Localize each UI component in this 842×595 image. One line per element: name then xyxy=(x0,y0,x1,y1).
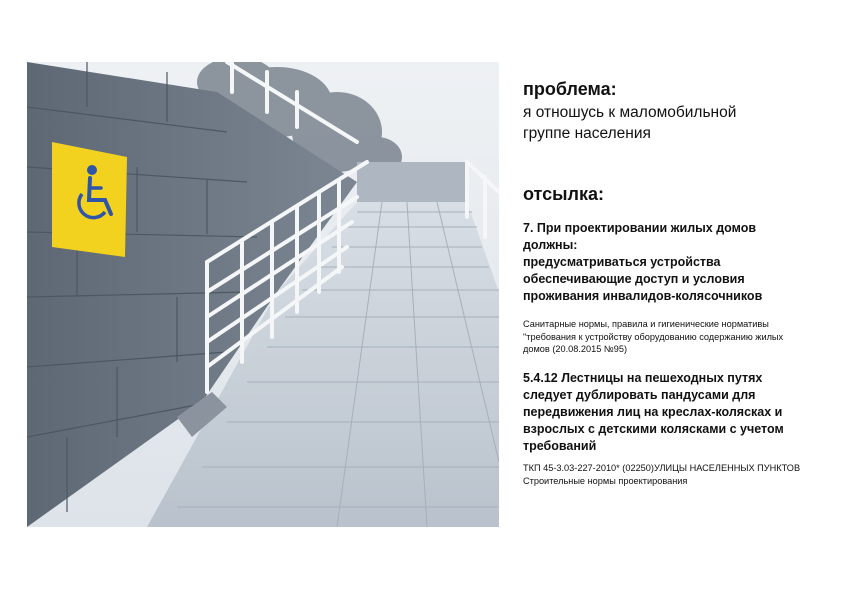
item2-line: взрослых с детскими колясками с учетом xyxy=(523,422,784,436)
item1-line: 7. При проектировании жилых домов xyxy=(523,221,757,235)
item1-line: должны: xyxy=(523,238,578,252)
item2-line: 5.4.12 Лестницы на пешеходных путях xyxy=(523,371,763,385)
item2-source-line: ТКП 45-3.03-227-2010* (02250)УЛИЦЫ НАСЕЛЕННЫХ ПУНКТОВ xyxy=(523,463,801,473)
ramp-illustration xyxy=(27,62,499,527)
problem-section xyxy=(523,78,823,144)
item1-source-line: домов (20.08.2015 №95) xyxy=(523,344,628,354)
item2-line: следует дублировать пандусами для xyxy=(523,388,756,402)
ramp-photo xyxy=(27,62,499,527)
item2-line: передвижения лиц на креслах-колясках и xyxy=(523,405,783,419)
reference-item1-source xyxy=(523,318,823,356)
item2-line: требований xyxy=(523,439,597,453)
reference-item1-text xyxy=(523,220,823,305)
problem-text-line1: я отношусь к маломобильной xyxy=(523,104,737,121)
problem-heading: проблема: xyxy=(523,79,617,99)
item1-line: обеспечивающие доступ и условия xyxy=(523,272,745,286)
problem-text-line2: группе населения xyxy=(523,125,651,142)
item1-line: предусматриваться устройства xyxy=(523,255,721,269)
item1-source-line: Санитарные нормы, правила и гигиенические нормативы xyxy=(523,319,769,329)
item1-line: проживания инвалидов-колясочников xyxy=(523,289,763,303)
item1-source-line: "требования к устройству оборудованию содержанию жилых xyxy=(523,331,784,342)
wheelchair-sign xyxy=(52,142,127,257)
distant-building xyxy=(357,162,467,202)
reference-item2-source xyxy=(523,462,823,487)
reference-heading: отсылка: xyxy=(523,184,604,204)
item2-source-line: Строительные нормы проектирования xyxy=(523,475,688,486)
reference-item2-text xyxy=(523,370,823,455)
